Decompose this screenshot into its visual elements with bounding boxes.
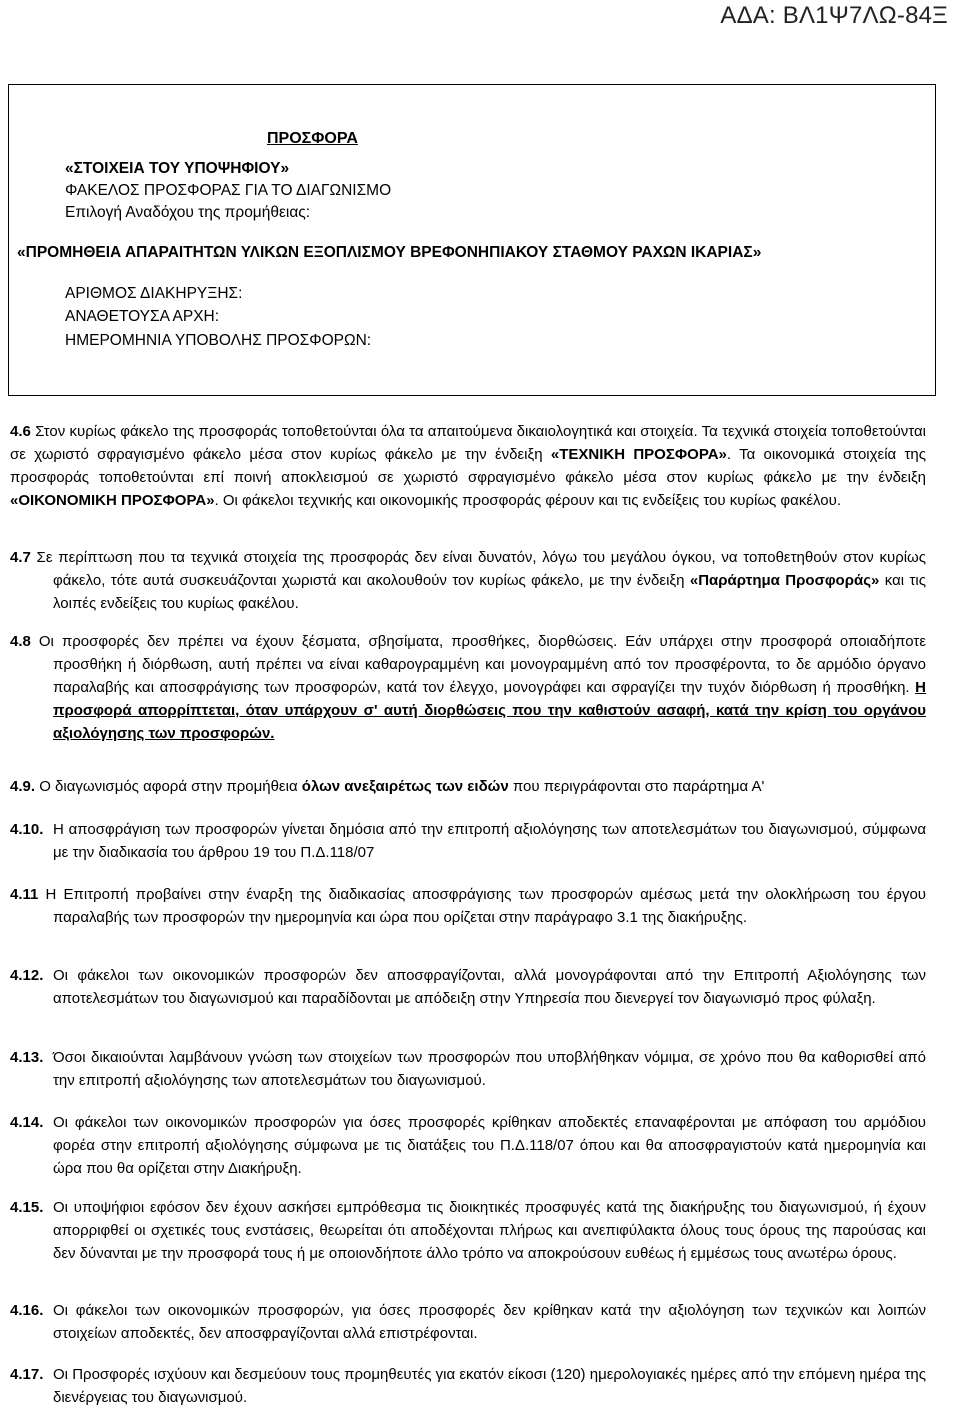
procurement-title: «ΠΡΟΜΗΘΕΙΑ ΑΠΑΡΑΙΤΗΤΩΝ ΥΛΙΚΩΝ ΕΞΟΠΛΙΣΜΟΥ ΒΡΕΦΟΝΗΠΙΑΚΟΥ ΣΤΑΘΜΟΥ ΡΑΧΩΝ ΙΚΑΡΙΑΣ» [17, 244, 762, 261]
all-items-emphasis: όλων ανεξαιρέτως των ειδών [301, 778, 509, 795]
section-text: Οι φάκελοι των οικονομικών προσφορών, για όσες προσφορές δεν κρίθηκαν κατά την αξιολόγηση των τεχνικών και λοιπών στοιχείων αποδεκτές, δεν αποσφραγίζονται αλλά επιστρέφονται. [53, 1302, 926, 1342]
section-4-10 [10, 818, 926, 864]
section-number: 4.17. [10, 1366, 44, 1383]
submission-date: ΗΜΕΡΟΜΗΝΙΑ ΥΠΟΒΟΛΗΣ ΠΡΟΣΦΟΡΩΝ: [65, 332, 372, 349]
section-text: Οι προσφορές δεν πρέπει να έχουν ξέσματα, σβησίματα, προσθήκες, διορθώσεις. Εάν υπάρχει στην προσφορά οποιαδήποτε προσθήκη ή διόρθωση, αυτή πρέπει να είναι καθαρογραμμένη και μονογραμμένη από τον προσφέροντα, το δε αρμόδιο όργανο παραλαβής και αποσφράγισης των προσφορών, κατά τον έλεγχο, μονογράφει και σφραγίζει την τυχόν διόρθωση ή προσθήκη. [30, 633, 926, 696]
economic-offer-label: «ΟΙΚΟΝΟΜΙΚΗ ΠΡΟΣΦΟΡΑ» [10, 492, 215, 509]
section-text: Σε περίπτωση που τα τεχνικά στοιχεία της προσφοράς δεν είναι δυνατόν, λόγω του μεγάλου όγκου, να τοποθετηθούν στον κυρίως φάκελο, τότε αυτά συσκευάζονται χωριστά και ακολουθούν τον κυρίως φάκελο, με την ένδειξη [30, 549, 926, 589]
section-text: Οι φάκελοι των οικονομικών προσφορών για όσες προσφορές κρίθηκαν αποδεκτές επαναφέρονται με απόφαση του αρμόδιου φορέα στην επιτροπή αξιολόγησης σύμφωνα με τις διατάξεις του Π.Δ.118/07 όπου και θα αποσφραγιστούν κατά ημερομηνία και ώρα που θα ορίζεται στην Διακήρυξη. [53, 1114, 926, 1177]
section-4-12 [10, 964, 926, 1010]
section-text: Η αποσφράγιση των προσφορών γίνεται δημόσια από την επιτροπή αξιολόγησης των αποτελεσμάτων του διαγωνισμού, σύμφωνα με την διαδικασία του άρθρου 19 του Π.Δ.118/07 [53, 821, 926, 861]
section-text: Στον κυρίως φάκελο της προσφοράς τοποθετούνται όλα τα απαιτούμενα δικαιολογητικά και στοιχεία. Τα τεχνικά στοιχεία τοποθετούνται σε χωριστό σφραγισμένο φάκελο μέσα στον κυρίως φάκελο με την ένδειξη [10, 423, 926, 463]
section-number: 4.12. [10, 967, 44, 984]
offer-envelope-box [8, 84, 936, 396]
section-number: 4.13. [10, 1049, 44, 1066]
section-4-9 [10, 775, 926, 798]
section-text: Οι υποψήφιοι εφόσον δεν έχουν ασκήσει εμπρόθεσμα τις διοικητικές προσφυγές κατά της διακήρυξης του διαγωνισμού, ή έχουν απορριφθεί οι σχετικές τους ενστάσεις, θεωρείται ότι αποδέχονται πλήρως και ανεπιφύλακτα όλους τους όρους της παρούσας και δεν δύνανται με την προσφορά τους ή με οποιονδήποτε άλλο τρόπο να αποκρούσουν ευθέως ή εμμέσως τους ανωτέρω όρους. [53, 1199, 926, 1262]
section-number: 4.16. [10, 1302, 44, 1319]
contracting-authority: ΑΝΑΘΕΤΟΥΣΑ ΑΡΧΗ: [65, 308, 220, 325]
section-text: Η Επιτροπή προβαίνει στην έναρξη της διαδικασίας αποσφράγισης των προσφορών αμέσως μετά την ολοκλήρωση του έργου παραλαβής των προσφορών την ημερομηνία και ώρα που ορίζεται στην παράγραφο 3.1 της διακήρυξης. [38, 886, 926, 926]
box-title: ΠΡΟΣΦΟΡΑ [267, 130, 358, 147]
section-text: που περιγράφονται στο παράρτημα Α' [508, 778, 765, 795]
section-4-14 [10, 1111, 926, 1180]
section-number: 4.14. [10, 1114, 44, 1131]
section-4-17 [10, 1363, 926, 1409]
section-4-15 [10, 1196, 926, 1265]
contractor-selection: Επιλογή Αναδόχου της προμήθειας: [65, 204, 311, 221]
section-4-8 [10, 630, 926, 745]
section-text: και τις λοιπές ενδείξεις του κυρίως φακέλου. [53, 572, 926, 612]
section-4-16 [10, 1299, 926, 1345]
section-number: 4.7 [10, 549, 31, 566]
section-4-13 [10, 1046, 926, 1092]
annex-label: «Παράρτημα Προσφοράς» [689, 572, 880, 589]
section-number: 4.10. [10, 821, 44, 838]
section-4-6 [10, 420, 926, 512]
candidate-details: «ΣΤΟΙΧΕΙΑ ΤΟΥ ΥΠΟΨΗΦΙΟΥ» [65, 160, 290, 177]
envelope-label: ΦΑΚΕΛΟΣ ΠΡΟΣΦΟΡΑΣ ΓΙΑ ΤΟ ΔΙΑΓΩΝΙΣΜΟ [65, 182, 392, 199]
section-text: Οι Προσφορές ισχύουν και δεσμεύουν τους προμηθευτές για εκατόν είκοσι (120) ημερολογιακές ημέρες από την επόμενη ημέρα της διενέργειας του διαγωνισμού. [53, 1366, 926, 1406]
section-text: Ο διαγωνισμός αφορά στην προμήθεια [35, 778, 302, 795]
section-number: 4.6 [10, 423, 31, 440]
technical-offer-label: «ΤΕΧΝΙΚΗ ΠΡΟΣΦΟΡΑ» [550, 446, 727, 463]
ada-code: ΑΔΑ: ΒΛ1Ψ7ΛΩ-84Ξ [720, 2, 948, 29]
section-number: 4.15. [10, 1199, 44, 1216]
section-text: Οι φάκελοι των οικονομικών προσφορών δεν αποσφραγίζονται, αλλά μονογράφονται από την Επιτροπή Αξιολόγησης των αποτελεσμάτων του διαγωνισμού και παραδίδονται με απόδειξη στην Υπηρεσία που διενεργεί τον διαγωνισμό προς φύλαξη. [53, 967, 926, 1007]
section-text: . Τα οικονομικά στοιχεία της προσφοράς τοποθετούνται επί ποινή αποκλεισμού σε χωριστό σφραγισμένο φάκελο μέσα στον κυρίως φάκελο με την ένδειξη [10, 446, 926, 486]
section-text: Όσοι δικαιούνται λαμβάνουν γνώση των στοιχείων των προσφορών που υποβλήθηκαν νόμιμα, σε χρόνο που θα καθορισθεί από την επιτροπή αξιολόγησης των αποτελεσμάτων του διαγωνισμού. [53, 1049, 926, 1089]
section-4-11 [10, 883, 926, 929]
section-number: 4.9. [10, 778, 36, 795]
section-4-7 [10, 546, 926, 615]
section-number: 4.11 [10, 886, 39, 903]
rejection-clause: Η προσφορά απορρίπτεται, όταν υπάρχουν σ' αυτή διορθώσεις που την καθιστούν ασαφή, κατά την κρίση του οργάνου αξιολόγησης των προσφορών. [53, 679, 926, 742]
declaration-number: ΑΡΙΘΜΟΣ ΔΙΑΚΗΡΥΞΗΣ: [65, 285, 243, 302]
section-number: 4.8 [10, 633, 31, 650]
section-text: . Οι φάκελοι τεχνικής και οικονομικής προσφοράς φέρουν και τις ενδείξεις του κυρίως φακέλου. [214, 492, 842, 509]
